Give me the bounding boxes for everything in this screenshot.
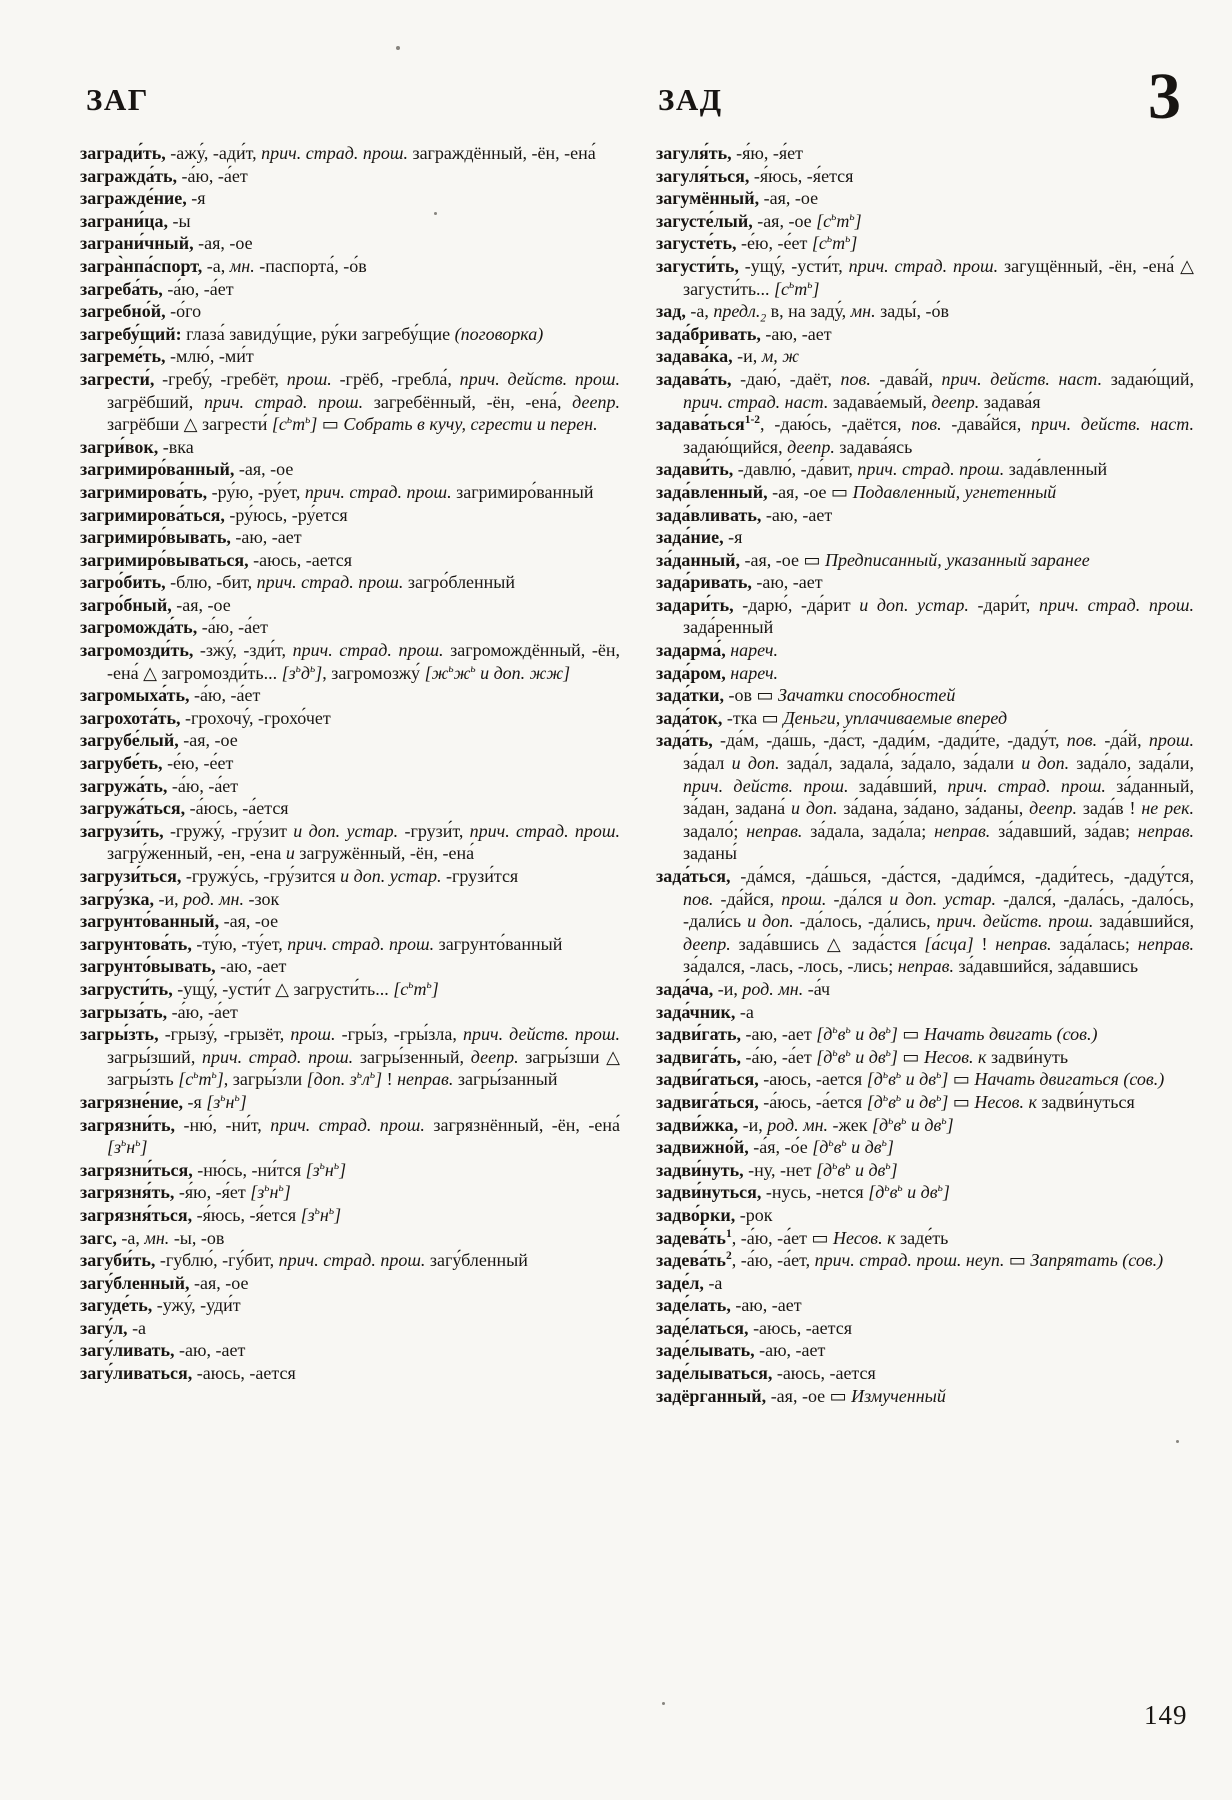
- dictionary-entry: задво́рки, -рок: [656, 1204, 773, 1225]
- dictionary-entry: загс, -а, мн. -ы, -ов: [80, 1227, 225, 1248]
- dictionary-entry: задвига́ть, -а́ю, -а́ет [$д^ьв^ь$ и $дв^ь$] ▭ Несов. к задви́нуть: [656, 1046, 1069, 1067]
- dictionary-entry: за́данный, -ая, -ое ▭ Предписанный, указанный заранее: [656, 549, 1090, 570]
- dictionary-entry: загри́вок, -вка: [80, 436, 194, 457]
- dictionary-entry: загуде́ть, -ужу́, -уди́т: [80, 1295, 241, 1316]
- dictionary-entry: загражда́ть, -а́ю, -а́ет: [80, 165, 248, 186]
- dictionary-entry: зада́ром, нареч.: [656, 662, 779, 683]
- dictionary-entry: зада́вливать, -аю, -ает: [656, 504, 833, 525]
- dictionary-entry: зада́ться, -да́мся, -да́шься, -да́стся, -дади́мся, -дади́тесь, -даду́тся, пов. -да́йся, прош. -да́лся и доп. устар. -дался́, -дала́сь, -дало́сь, -дали́сь и доп. -да́лось, -да́лись, прич. действ. прош. зада́вшийся, деепр. зада́вшись △ зада́стся [а́сца] ! неправ. зада́лась; неправ. за́дался, -лась, -лось, -лись; неправ. за́давшийся, за́давшись: [656, 866, 1195, 977]
- left-column: [80, 142, 620, 1385]
- dictionary-entry: загрузи́ться, -гружу́сь, -гру́зится и доп. устар. -грузи́тся: [80, 866, 519, 886]
- dictionary-entry: загрязня́ться, -я́юсь, -я́ется $[з^ьн^ь]$: [80, 1204, 342, 1225]
- dictionary-entry: загромыха́ть, -а́ю, -а́ет: [80, 685, 261, 706]
- dictionary-entry: загрязня́ть, -я́ю, -я́ет $[з^ьн^ь]$: [80, 1182, 291, 1203]
- dictionary-entry: задви́нуть, -ну, -нет [$д^ьв^ь$ и $дв^ь$]: [656, 1159, 898, 1180]
- scan-speck: [662, 1702, 665, 1705]
- dictionary-entry: задарма́, нареч.: [656, 640, 778, 661]
- dictionary-entry: загружа́ться, -а́юсь, -а́ется: [80, 798, 289, 819]
- dictionary-entry: загуби́ть, -гублю́, -гу́бит, прич. страд. прош. загу́бленный: [80, 1250, 528, 1271]
- dictionary-entry: зада́ние, -я: [656, 527, 743, 548]
- dictionary-entry: загу́бленный, -ая, -ое: [80, 1272, 249, 1293]
- dictionary-entry: загрохота́ть, -грохочу́, -грохо́чет: [80, 707, 331, 728]
- dictionary-entry: задави́ть, -давлю́, -да́вит, прич. страд. прош. зада́вленный: [656, 459, 1108, 480]
- dictionary-entry: заде́л, -а: [656, 1272, 723, 1293]
- dictionary-entry: загримиро́вываться, -аюсь, -ается: [80, 549, 353, 570]
- dictionary-entry: загромозди́ть, -зжу́, -зди́т, прич. страд. прош. загромождённый, -ён, -ена́ △ загромозди́ть... $[з^ьд^ь]$, загромозжу́ [$ж^ьж^ь$ и доп. жж]: [80, 640, 620, 683]
- dictionary-entry: загрунто́ванный, -ая, -ое: [80, 911, 279, 932]
- dictionary-entry: задёрганный, -ая, -ое ▭ Измученный: [656, 1385, 946, 1406]
- dictionary-entry: зада́чник, -а: [656, 1001, 754, 1022]
- dictionary-entry: загрунто́вывать, -аю, -ает: [80, 956, 287, 977]
- section-numeral: 3: [1148, 60, 1181, 133]
- scan-speck: [1176, 1440, 1179, 1443]
- dictionary-entry: задви́нуться, -нусь, -нется [$д^ьв^ь$ и $дв^ь$]: [656, 1182, 950, 1203]
- dictionary-entry: зада́ча, -и, род. мн. -а́ч: [656, 978, 831, 999]
- dictionary-entry: зада́ток, -тка ▭ Деньги, уплачиваемые вперед: [656, 707, 1008, 728]
- dictionary-entry: загрязни́ть, -ню́, -ни́т, прич. страд. прош. загрязнённый, -ён, -ена́ $[з^ьн^ь]$: [80, 1114, 620, 1158]
- dictionary-entry: загреме́ть, -млю́, -ми́т: [80, 346, 254, 367]
- scan-speck: [434, 212, 437, 215]
- dictionary-entry: загражде́ние, -я: [80, 188, 206, 209]
- dictionary-entry: $задева́ть^1$, -а́ю, -а́ет ▭ Несов. к заде́ть: [656, 1227, 949, 1248]
- dictionary-entry: заграни́ца, -ы: [80, 210, 191, 231]
- dictionary-entry: загримирова́ть, -ру́ю, -ру́ет, прич. страд. прош. загримиро́ванный: [80, 481, 594, 502]
- dictionary-entry: заде́лывать, -аю, -ает: [656, 1340, 826, 1361]
- dictionary-entry: зад, -а, $предл._2$ в, на заду́, мн. зады́, -о́в: [656, 301, 949, 325]
- dictionary-entry: загро́бный, -ая, -ое: [80, 594, 231, 615]
- dictionary-entry: загроможда́ть, -а́ю, -а́ет: [80, 617, 268, 638]
- dictionary-entry: загримирова́ться, -ру́юсь, -ру́ется: [80, 504, 348, 525]
- running-head-right: ЗАД: [658, 82, 723, 117]
- dictionary-entry: загрубе́ть, -е́ю, -е́ет: [80, 753, 234, 774]
- dictionary-entry: загу́ливать, -аю, -ает: [80, 1340, 246, 1361]
- dictionary-entry: заде́лываться, -аюсь, -ается: [656, 1363, 876, 1384]
- dictionary-entry: заде́лать, -аю, -ает: [656, 1295, 802, 1316]
- dictionary-entry: задви́гаться, -аюсь, -ается [$д^ьв^ь$ и $дв^ь$] ▭ Начать двигаться (сов.): [656, 1069, 1165, 1090]
- dictionary-entry: загумённый, -ая, -ое: [656, 188, 819, 209]
- dictionary-entry: загружа́ть, -а́ю, -а́ет: [80, 775, 239, 796]
- dictionary-entry: загребно́й, -о́го: [80, 301, 202, 322]
- dictionary-entry: загрунтова́ть, -ту́ю, -ту́ет, прич. страд. прош. загрунто́ванный: [80, 933, 563, 954]
- running-head-left: ЗАГ: [86, 82, 149, 117]
- dictionary-entry: загрязни́ться, -ню́сь, -ни́тся $[з^ьн^ь]$: [80, 1159, 347, 1180]
- dictionary-entry: зада́тки, -ов ▭ Зачатки способностей: [656, 685, 956, 706]
- dictionary-entry: задви́гать, -аю, -ает [$д^ьв^ь$ и $дв^ь$] ▭ Начать двигать (сов.): [656, 1024, 1098, 1045]
- dictionary-entry: загу́л, -а: [80, 1317, 147, 1338]
- dictionary-entry: загребу́щий: глаза́ завиду́щие, ру́ки загребу́щие (поговорка): [80, 323, 544, 344]
- dictionary-entry: задава́ть, -даю́, -даёт, пов. -дава́й, прич. действ. наст. задаю́щий, прич. страд. наст. задава́емый, деепр. задава́я: [656, 368, 1195, 412]
- dictionary-entry: заграни́чный, -ая, -ое: [80, 233, 253, 254]
- dictionary-entry: зада́ть, -да́м, -да́шь, -да́ст, -дади́м, -дади́те, -даду́т, пов. -да́й, прош. за́дал и доп. зада́л, задала́, за́дало, за́дали и доп. зада́ло, зада́ли, прич. действ. прош. зада́вший, прич. страд. прош. за́данный, за́дан, задана́ и доп. за́дана, за́дано, за́даны, деепр. зада́в ! не рек. задало́; неправ. за́дала, зада́ла; неправ. за́давший, за́дав; неправ. заданы́: [656, 730, 1195, 864]
- right-column: [656, 142, 1194, 1407]
- dictionary-entry: загусти́ть, -ущу́, -усти́т, прич. страд. прош. загущённый, -ён, -ена́ △ загусти́ть... $[с^ьт^ь]$: [656, 255, 1194, 299]
- dictionary-entry: загра̀нпа́спорт, -а, мн. -паспорта́, -о́в: [80, 255, 367, 276]
- dictionary-entry: загру́зка, -и, род. мн. -зок: [80, 888, 280, 909]
- dictionary-entry: загро́бить, -блю, -бит, прич. страд. прош. загро́бленный: [80, 572, 516, 593]
- page-number: 149: [1144, 1700, 1188, 1730]
- dictionary-entry: загреба́ть, -а́ю, -а́ет: [80, 278, 234, 299]
- dictionary-entry: загримиро́ванный, -ая, -ое: [80, 459, 294, 480]
- dictionary-entry: загради́ть, -ажу́, -ади́т, прич. страд. прош. заграждённый, -ён, -ена́: [80, 143, 596, 163]
- dictionary-entry: загрузи́ть, -гружу́, -гру́зит и доп. устар. -грузи́т, прич. страд. прош. загру́женный, -ен, -ена и загружённый, -ён, -ена́: [80, 820, 620, 864]
- dictionary-entry: загуля́ться, -я́юсь, -я́ется: [656, 165, 854, 186]
- dictionary-entry: задава́ка, -и, м, ж: [656, 346, 800, 367]
- dictionary-entry: загуля́ть, -я́ю, -я́ет: [656, 143, 804, 163]
- dictionary-entry: заде́латься, -аюсь, -ается: [656, 1317, 853, 1338]
- dictionary-entry: задви́жка, -и, род. мн. -жек [$д^ьв^ь$ и $дв^ь$]: [656, 1114, 954, 1135]
- dictionary-entry: задава́ться$^{1-2}$, -даю́сь, -даётся, пов. -дава́йся, прич. действ. наст. задаю́щийся, деепр. задава́ясь: [656, 414, 1194, 457]
- dictionary-entry: загры́зть, -грызу́, -грызёт, прош. -гры́з, -гры́зла, прич. действ. прош. загры́зший, прич. страд. прош. загры́зенный, деепр. загры́зши △ загры́зть $[с^ьт^ь]$, загры́зли [доп. $з^ьл^ь$] ! неправ. загры́занный: [80, 1024, 621, 1090]
- dictionary-entry: загрубе́лый, -ая, -ое: [80, 730, 238, 751]
- dictionary-entry: загрусти́ть, -ущу́, -усти́т △ загрусти́ть... $[с^ьт^ь]$: [80, 978, 439, 999]
- dictionary-entry: зада́бривать, -аю, -ает: [656, 323, 832, 344]
- dictionary-entry: загрыза́ть, -а́ю, -а́ет: [80, 1001, 238, 1022]
- dictionary-entry: зада́вленный, -ая, -ое ▭ Подавленный, угнетенный: [656, 481, 1057, 502]
- dictionary-entry: задвижно́й, -а́я, -о́е [$д^ьв^ь$ и $дв^ь$]: [656, 1137, 894, 1158]
- dictionary-entry: задари́ть, -дарю́, -да́рит и доп. устар. -дари́т, прич. страд. прош. зада́ренный: [656, 594, 1194, 638]
- dictionary-entry: загримиро́вывать, -аю, -ает: [80, 527, 302, 548]
- dictionary-entry: загрести́, -гребу́, -гребёт, прош. -грёб, -гребла́, прич. действ. прош. загрёбший, прич. страд. прош. загребённый, -ён, -ена́, деепр. загрёбши △ загрести́ $[с^ьт^ь]$ ▭ Собрать в кучу, сгрести и перен.: [80, 368, 620, 435]
- dictionary-entry: загрязне́ние, -я $[з^ьн^ь]$: [80, 1091, 247, 1112]
- dictionary-entry: загусте́лый, -ая, -ое $[с^ьт^ь]$: [656, 210, 862, 231]
- dictionary-entry: загу́ливаться, -аюсь, -ается: [80, 1363, 296, 1384]
- dictionary-entry: задвига́ться, -а́юсь, -а́ется [$д^ьв^ь$ и $дв^ь$] ▭ Несов. к задви́нуться: [656, 1091, 1135, 1112]
- dictionary-entry: зада́ривать, -аю, -ает: [656, 572, 823, 593]
- scan-speck: [396, 46, 400, 50]
- dictionary-entry: $задева́ть^2$, -а́ю, -а́ет, прич. страд. прош. неуп. ▭ Запрятать (сов.): [656, 1250, 1164, 1271]
- dictionary-entry: загусте́ть, -е́ю, -е́ет $[с^ьт^ь]$: [656, 233, 858, 254]
